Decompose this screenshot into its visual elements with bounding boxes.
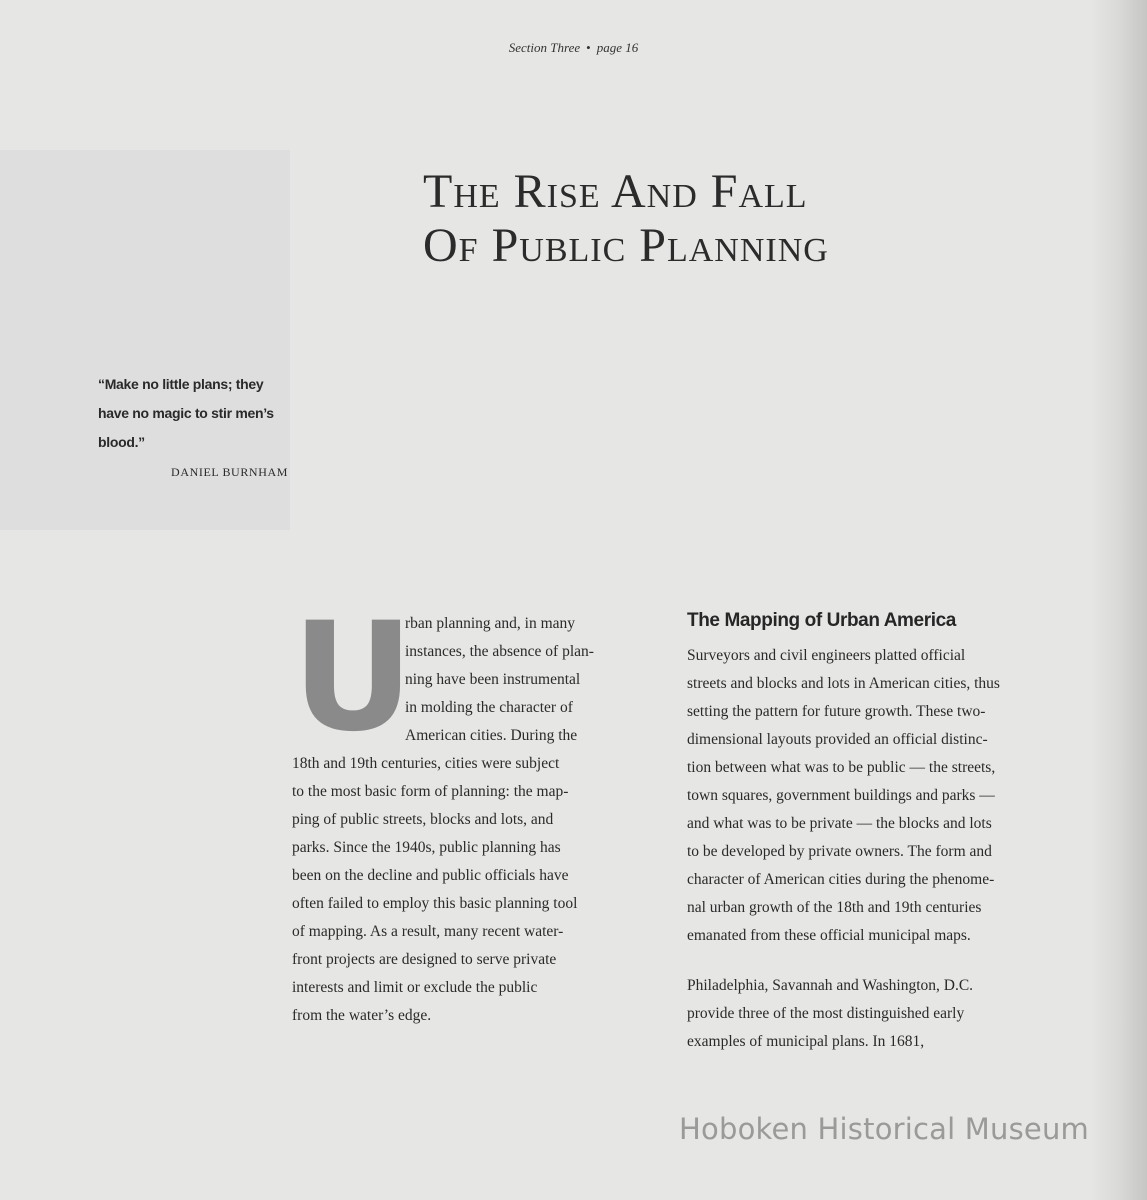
page-number: page 16 (596, 40, 639, 55)
body-line: Philadelphia, Savannah and Washington, D.C. (687, 977, 974, 994)
title-line-1: The Rise And Fall (423, 165, 808, 218)
section-column (687, 606, 1067, 1056)
quote-line: have no magic to stir men’s (98, 405, 274, 421)
intro-column (292, 591, 642, 1030)
body-line: front projects are designed to serve private (292, 951, 557, 968)
page-title (423, 165, 1063, 273)
body-line: nal urban growth of the 18th and 19th centuries (687, 899, 982, 916)
body-line: Surveyors and civil engineers platted official (687, 647, 966, 664)
body-line: dimensional layouts provided an official distinc- (687, 731, 988, 748)
body-line: of mapping. As a result, many recent water- (292, 923, 564, 940)
body-line: and what was to be private — the blocks and lots (687, 815, 992, 832)
body-line: parks. Since the 1940s, public planning has (292, 839, 561, 856)
section-label: Section Three (508, 40, 581, 55)
body-line: to the most basic form of planning: the map- (292, 783, 569, 800)
body-line: examples of municipal plans. In 1681, (687, 1033, 925, 1050)
pull-quote (98, 370, 293, 457)
body-line: setting the pattern for future growth. These two- (687, 703, 986, 720)
body-line: been on the decline and public officials have (292, 867, 569, 884)
body-line: interests and limit or exclude the public (292, 979, 538, 996)
body-line: ping of public streets, blocks and lots, and (292, 811, 554, 828)
body-line: American cities. During the (405, 727, 578, 744)
body-line: 18th and 19th centuries, cities were subject (292, 755, 560, 772)
body-line: character of American cities during the phenome- (687, 871, 995, 888)
body-line: in molding the character of (405, 699, 573, 716)
body-line: rban planning and, in many (405, 615, 576, 632)
body-line: town squares, government buildings and parks — (687, 787, 995, 804)
watermark: Hoboken Historical Museum (679, 1112, 1089, 1146)
section-heading: The Mapping of Urban America (687, 610, 956, 631)
quote-attribution: DANIEL BURNHAM (171, 465, 288, 479)
title-line-2: Of Public Planning (423, 219, 829, 272)
quote-line: “Make no little plans; they (98, 376, 264, 392)
separator-dot: • (586, 40, 591, 55)
drop-cap: U (292, 591, 414, 765)
body-line: instances, the absence of plan- (405, 643, 594, 660)
body-line: provide three of the most distinguished early (687, 1005, 965, 1022)
body-line: ning have been instrumental (405, 671, 581, 688)
body-line: from the water’s edge. (292, 1007, 432, 1024)
paragraph-gap (687, 950, 1067, 972)
body-line: to be developed by private owners. The form and (687, 843, 992, 860)
body-line: streets and blocks and lots in American cities, thus (687, 675, 1000, 692)
body-line: often failed to employ this basic planning tool (292, 895, 578, 912)
body-line: emanated from these official municipal maps. (687, 927, 971, 944)
running-head (0, 40, 1147, 56)
body-line: tion between what was to be public — the streets, (687, 759, 996, 776)
paragraph (687, 972, 1067, 1056)
quote-line: blood.” (98, 434, 145, 450)
paragraph (687, 642, 1067, 950)
